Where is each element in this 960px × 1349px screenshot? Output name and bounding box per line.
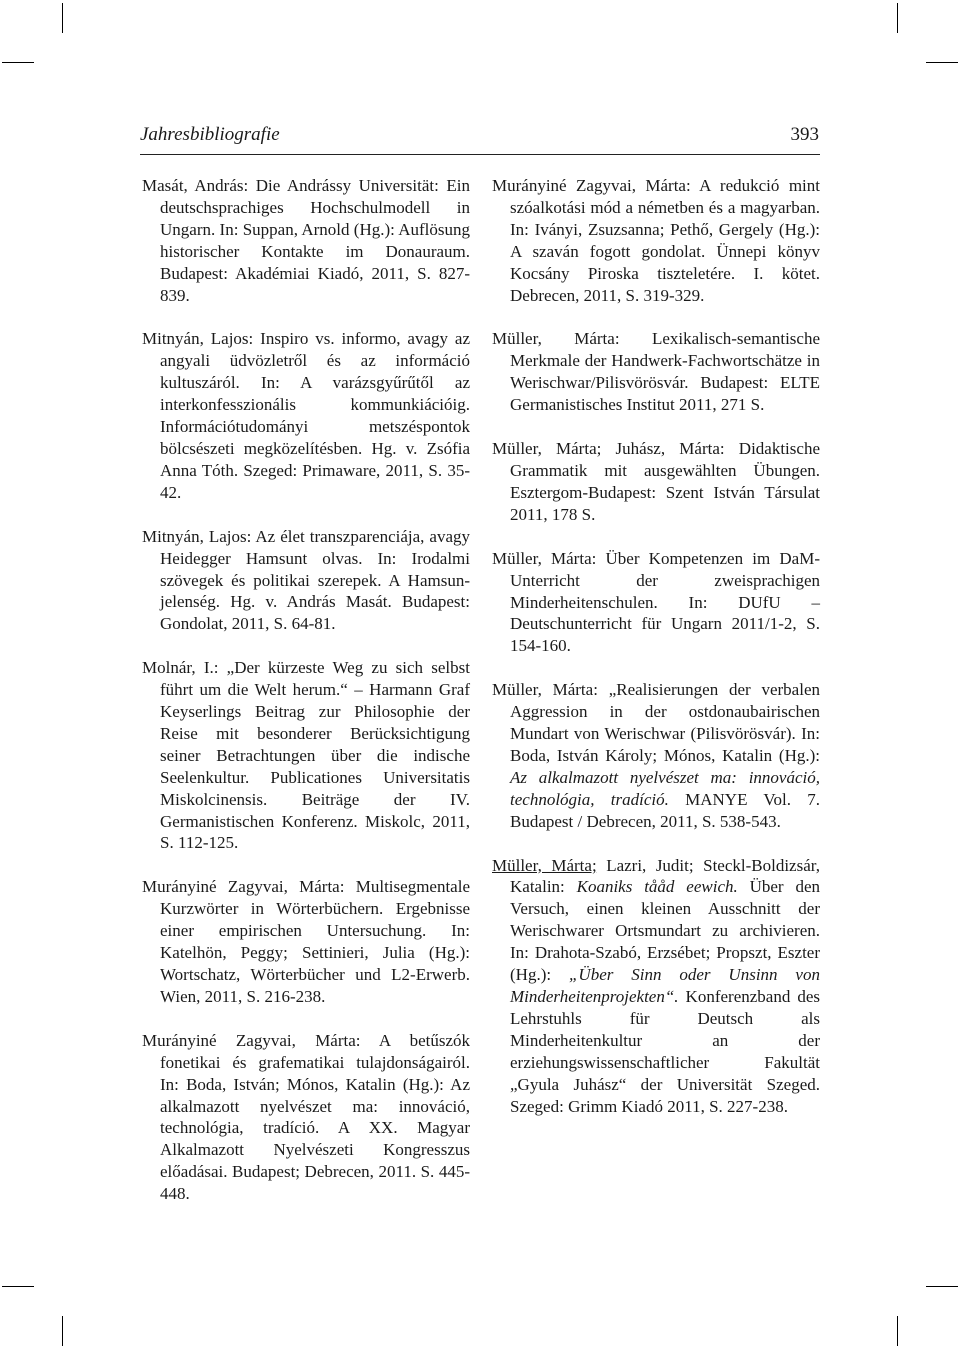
- entry-text: Konferenzband des Lehrstuhls für Deutsch als Minderheitenkultur an der erziehungswissenschaftlicher Fakultät „Gyula Juhász“ der Universität Szeged. Szeged: Grimm Kiadó 2011, S. 227-238.: [510, 987, 820, 1116]
- crop-mark: [62, 1316, 63, 1346]
- crop-mark: [926, 1286, 958, 1287]
- running-header-title: Jahresbibliografie: [140, 124, 280, 145]
- bibliography-entry: Murányiné Zagyvai, Márta: A redukció mint szóalkotási mód a németben és a magyarban. In: Iványi, Zsuzsanna; Pethő, Gergely (Hg.): A szaván fogott gondolat. Ünnepi könyv Kocsány Piroska tiszteletére. I. kötet. Debrecen, 2011, S. 319-329.: [492, 176, 820, 305]
- crop-mark: [62, 3, 63, 33]
- entry-text: MANYE Vol. 7. Budapest / Debrecen, 2011, S. 538-543.: [510, 789, 820, 831]
- bibliography-entry: Mitnyán, Lajos: Inspiro vs. informo, avagy az angyali üdvözletről és az információ kultuszáról. In: A varázsgyűrűtől az interkonfesszionális kommunkiációig. Információtudományi metszéspontok bölcsészeti megközelítésben. Hg. v. Zsófia Anna Tóth. Szeged: Primaware, 2011, S. 35-42.: [142, 329, 470, 502]
- crop-mark: [897, 3, 898, 33]
- bibliography-entry: [492, 855, 820, 1118]
- bibliography-entry: Müller, Márta: Lexikalisch-semantische Merkmale der Handwerk-Fachwortschätze in Werischwar/Pilisvörösvár. Budapest: ELTE Germanistisches Institut 2011, 271 S.: [492, 329, 820, 415]
- bibliography-entry: Masát, András: Die Andrássy Universität: Ein deutschsprachiges Hochschulmodell in Ungarn. In: Suppan, Arnold (Hg.): Auflösung historischer Kontakte im Donauraum. Budapest: Akadémiai Kiadó, 2011, S. 827-839.: [142, 176, 470, 305]
- entry-text: Über den Versuch, einen kleinen Ausschnitt der Werischwarer Ortsmundart zu archivieren. In: Drahota-Szabó, Erzsébet; Propszt, Eszter (Hg.):: [510, 877, 820, 985]
- italic-title: „Über Sinn oder Unsinn von Minderheitenprojekten“.: [510, 965, 820, 1006]
- bibliography-entry: [492, 679, 820, 832]
- italic-title: Az alkalmazott nyelvészet ma: innováció, technológia, tradíció.: [510, 767, 820, 809]
- bibliography-entry: Murányiné Zagyvai, Márta: Multisegmentale Kurzwörter in Wörterbüchern. Ergebnisse einer empirischen Untersuchung. In: Katelhön, Peggy; Settinieri, Julia (Hg.): Wortschatz, Wörterbücher und L2-Erwerb. Wien, 2011, S. 216-238.: [142, 877, 470, 1006]
- entry-text: Müller, Márta: „Realisierungen der verbalen Aggression in der ostdonaubairischen Mundart von Werischwar (Pilisvörösvár). In: Boda, István Károly; Mónos, Katalin (Hg.):: [492, 680, 820, 765]
- crop-mark: [897, 1316, 898, 1346]
- italic-title: Koaniks tååd eewich.: [576, 877, 738, 897]
- left-column: [142, 175, 470, 1205]
- bibliography-entry: Müller, Márta: Über Kompetenzen im DaM-Unterricht der zweisprachigen Minderheitenschulen. In: DUfU – Deutschunterricht für Ungarn 2011/1-2, S. 154-160.: [492, 548, 820, 656]
- bibliography-entry: Müller, Márta; Juhász, Márta: Didaktische Grammatik mit ausgewählten Übungen. Esztergom-Budapest: Szent István Társulat 2011, 178 S.: [492, 439, 820, 524]
- entry-text: Lazri, Judit; Steckl-Boldizsár, Katalin:: [510, 855, 820, 897]
- right-column: [492, 175, 820, 1117]
- bibliography-entry: Murányiné Zagyvai, Márta: A betűszók fonetikai és grafematikai tulajdonságairól. In: Boda, István; Mónos, Katalin (Hg.): Az alkalmazott nyelvészet ma: innováció, technológia, tradíció. A XX. Magyar Alkalmazott Nyelvészeti Kongresszus előadásai. Budapest; Debrecen, 2011. S. 445-448.: [142, 1030, 470, 1204]
- page-number: 393: [790, 124, 819, 145]
- bibliography-entry: Mitnyán, Lajos: Az élet transzparenciája, avagy Heidegger Hamsunt olvas. In: Irodalmi szövegek és politikai szerepek. A Hamsun-jelenség. Hg. v. András Masát. Budapest: Gondolat, 2011, S. 64-81.: [142, 526, 470, 634]
- header-rule: [140, 154, 820, 155]
- crop-mark: [926, 62, 958, 63]
- crop-mark: [2, 1286, 34, 1287]
- crop-mark: [2, 62, 34, 63]
- underlined-author: Müller, Márta;: [492, 855, 597, 875]
- bibliography-entry: Molnár, I.: „Der kürzeste Weg zu sich selbst führt um die Welt herum.“ – Harmann Graf Keyserlings Beitrag zur Philosophie der Reise mit besonderer Berücksichtigung seiner Betrachtungen über die indische Seelenkultur. Publicationes Universitatis Miskolcinensis. Beiträge der IV. Germanistischen Konferenz. Miskolc, 2011, S. 112-125.: [142, 658, 470, 853]
